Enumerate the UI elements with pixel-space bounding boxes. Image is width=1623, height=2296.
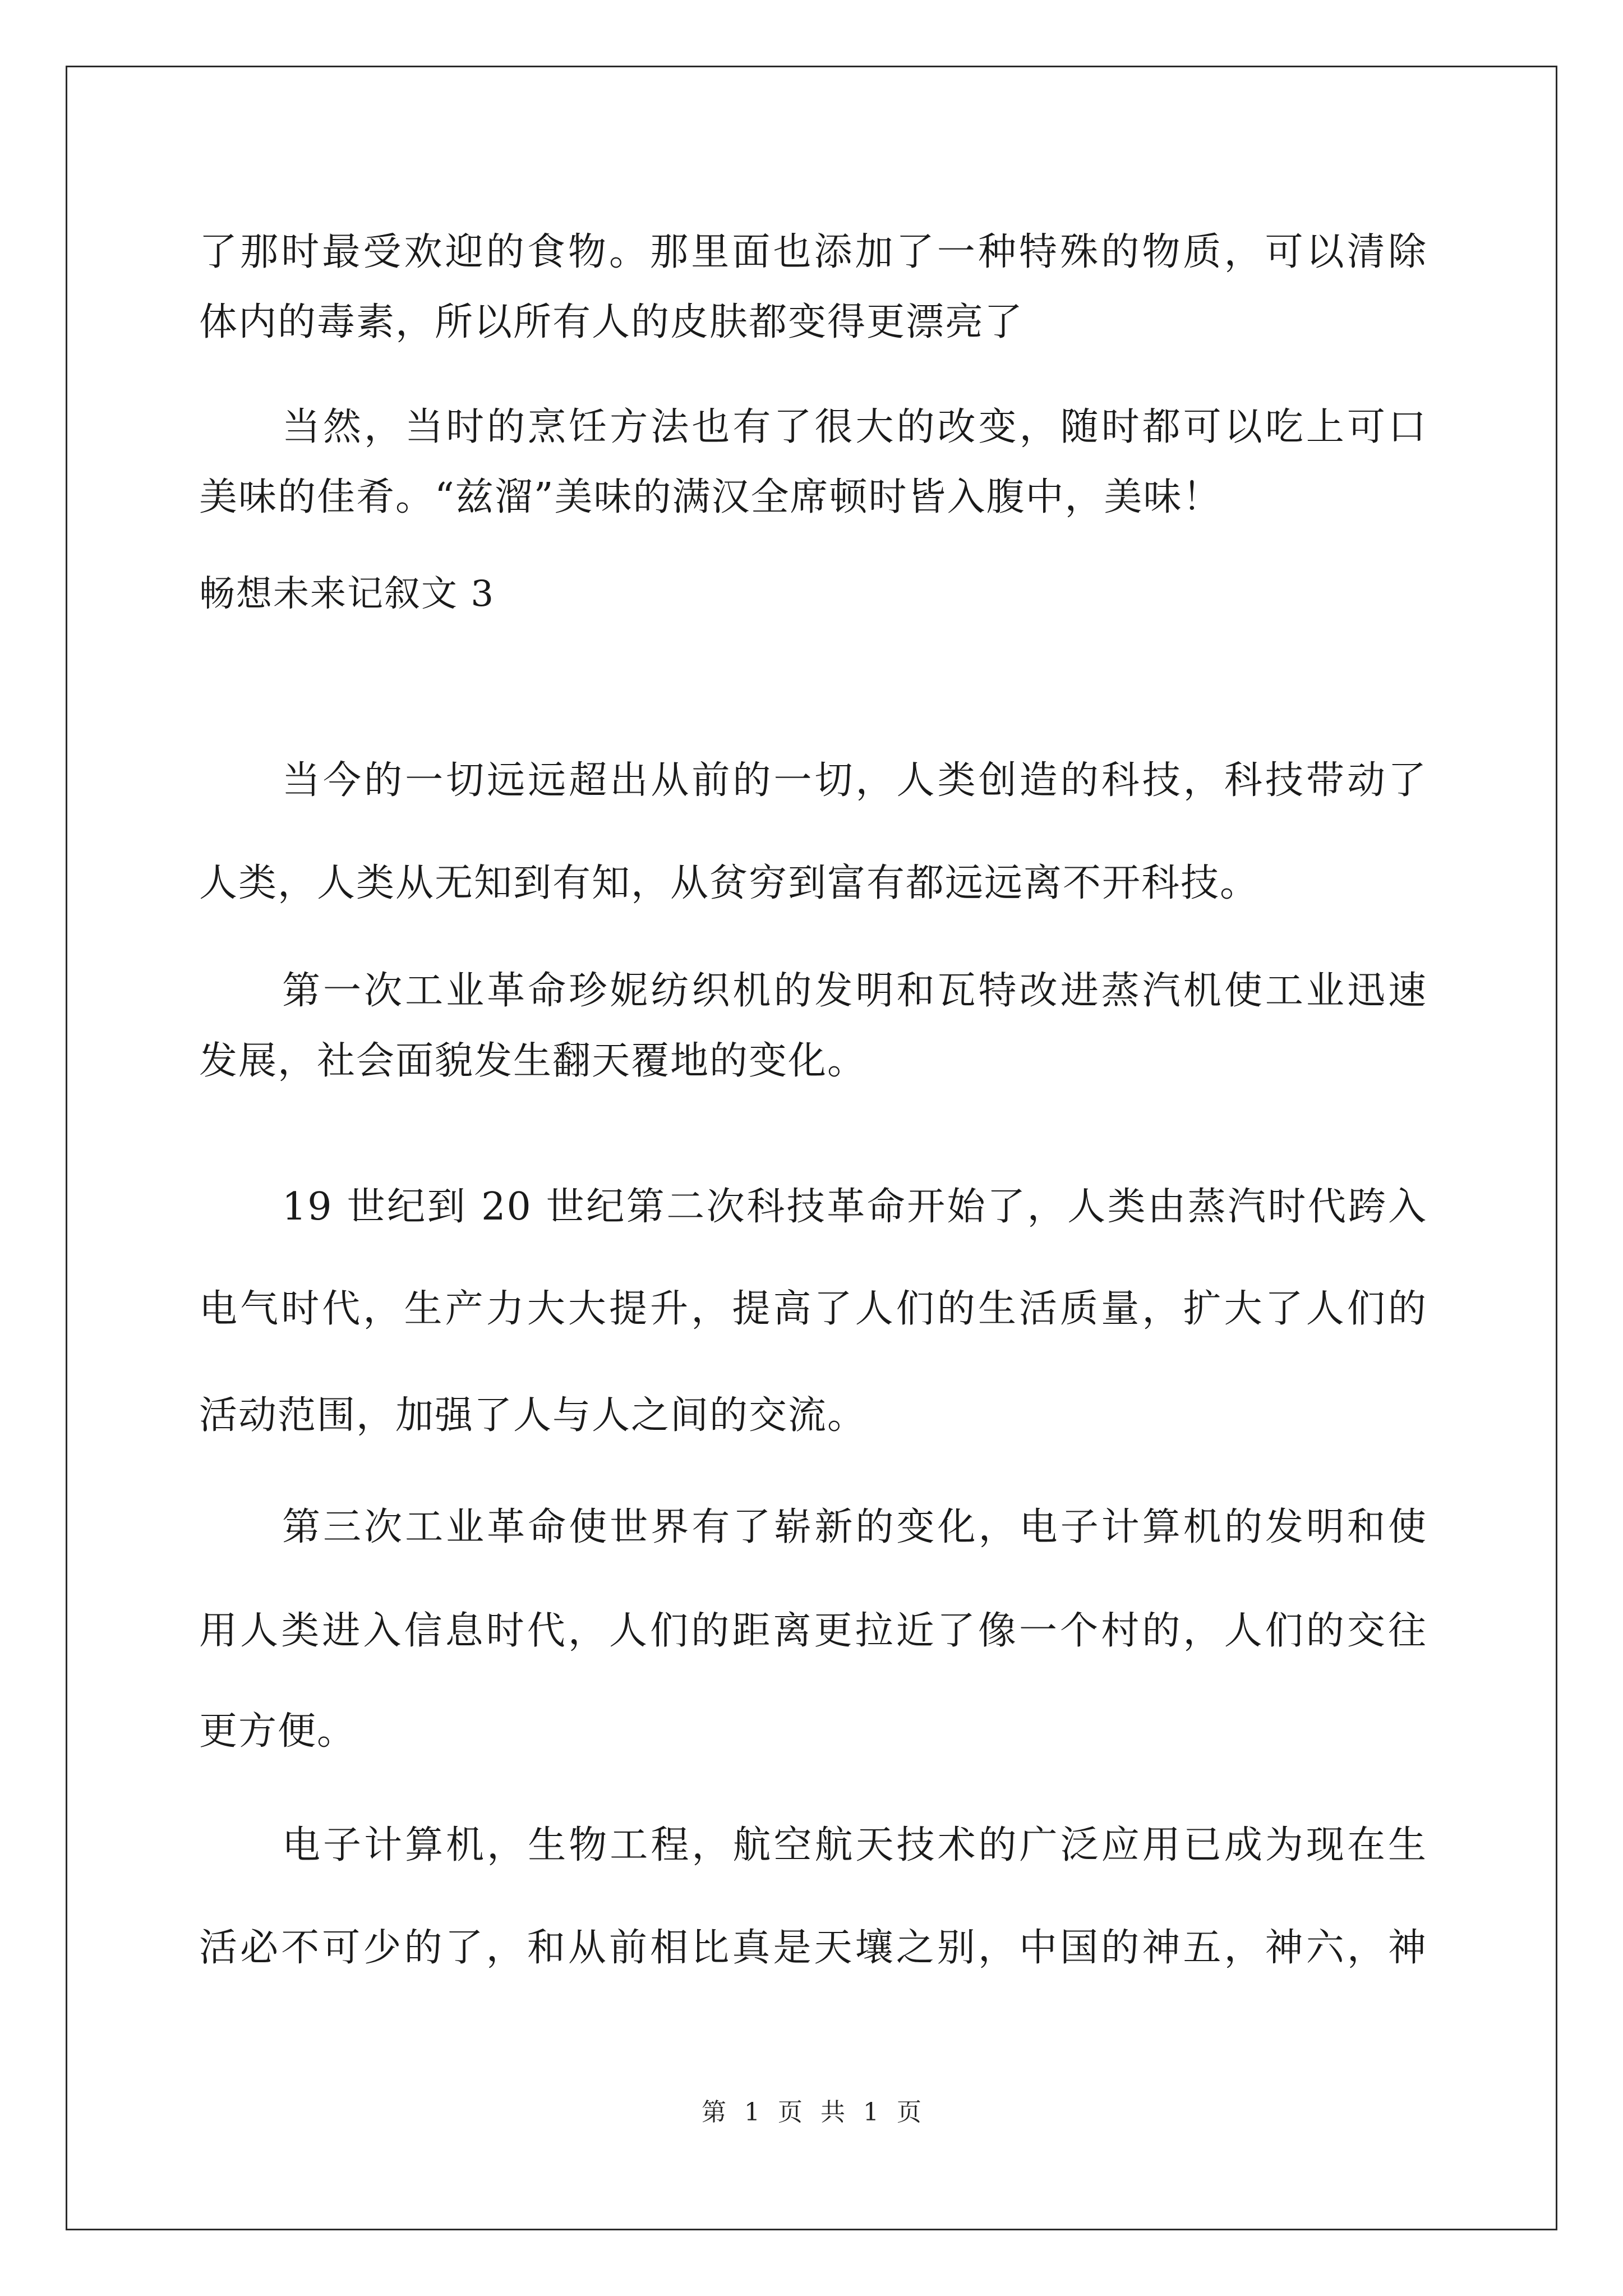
- paragraph-line: 了那时最受欢迎的食物。那里面也添加了一种特殊的物质，可以清除: [199, 230, 1427, 274]
- paragraph-line: 美味的佳肴。“兹溜”美味的满汉全席顿时皆入腹中，美味！: [199, 475, 1222, 519]
- page-number: 第 1 页: [702, 2098, 803, 2127]
- paragraph-line: 体内的毒素，所以所有人的皮肤都变得更漂亮了: [199, 300, 1024, 344]
- paragraph-line: 当今的一切远远超出从前的一切，人类创造的科技，科技带动了: [282, 758, 1427, 803]
- paragraph-line: 第一次工业革命珍妮纺织机的发明和瓦特改进蒸汽机使工业迅速: [282, 969, 1427, 1013]
- paragraph-line: 当然，当时的烹饪方法也有了很大的改变，随时都可以吃上可口: [282, 405, 1427, 449]
- paragraph-line: 电子计算机，生物工程，航空航天技术的广泛应用已成为现在生: [282, 1823, 1427, 1867]
- paragraph-line: 活动范围，加强了人与人之间的交流。: [199, 1393, 867, 1438]
- paragraph-line: 发展，社会面貌发生翻天覆地的变化。: [199, 1039, 867, 1083]
- paragraph-line: 电气时代，生产力大大提升，提高了人们的生活质量，扩大了人们的: [199, 1287, 1427, 1331]
- section-heading: 畅想未来记叙文 3: [199, 573, 495, 615]
- paragraph-line: 更方便。: [199, 1709, 357, 1754]
- page-total: 共 1 页: [820, 2098, 921, 2127]
- paragraph-line: 第三次工业革命使世界有了崭新的变化，电子计算机的发明和使: [282, 1505, 1427, 1549]
- paragraph-line: 19 世纪到 20 世纪第二次科技革命开始了，人类由蒸汽时代跨入: [282, 1185, 1427, 1229]
- paragraph-line: 人类，人类从无知到有知，从贫穷到富有都远远离不开科技。: [199, 861, 1260, 905]
- paragraph-line: 活必不可少的了，和从前相比真是天壤之别，中国的神五，神六，神: [199, 1926, 1427, 1970]
- paragraph-line: 用人类进入信息时代，人们的距离更拉近了像一个村的，人们的交往: [199, 1609, 1427, 1653]
- page-footer: [0, 2096, 1623, 2129]
- page-border: [66, 66, 1557, 2230]
